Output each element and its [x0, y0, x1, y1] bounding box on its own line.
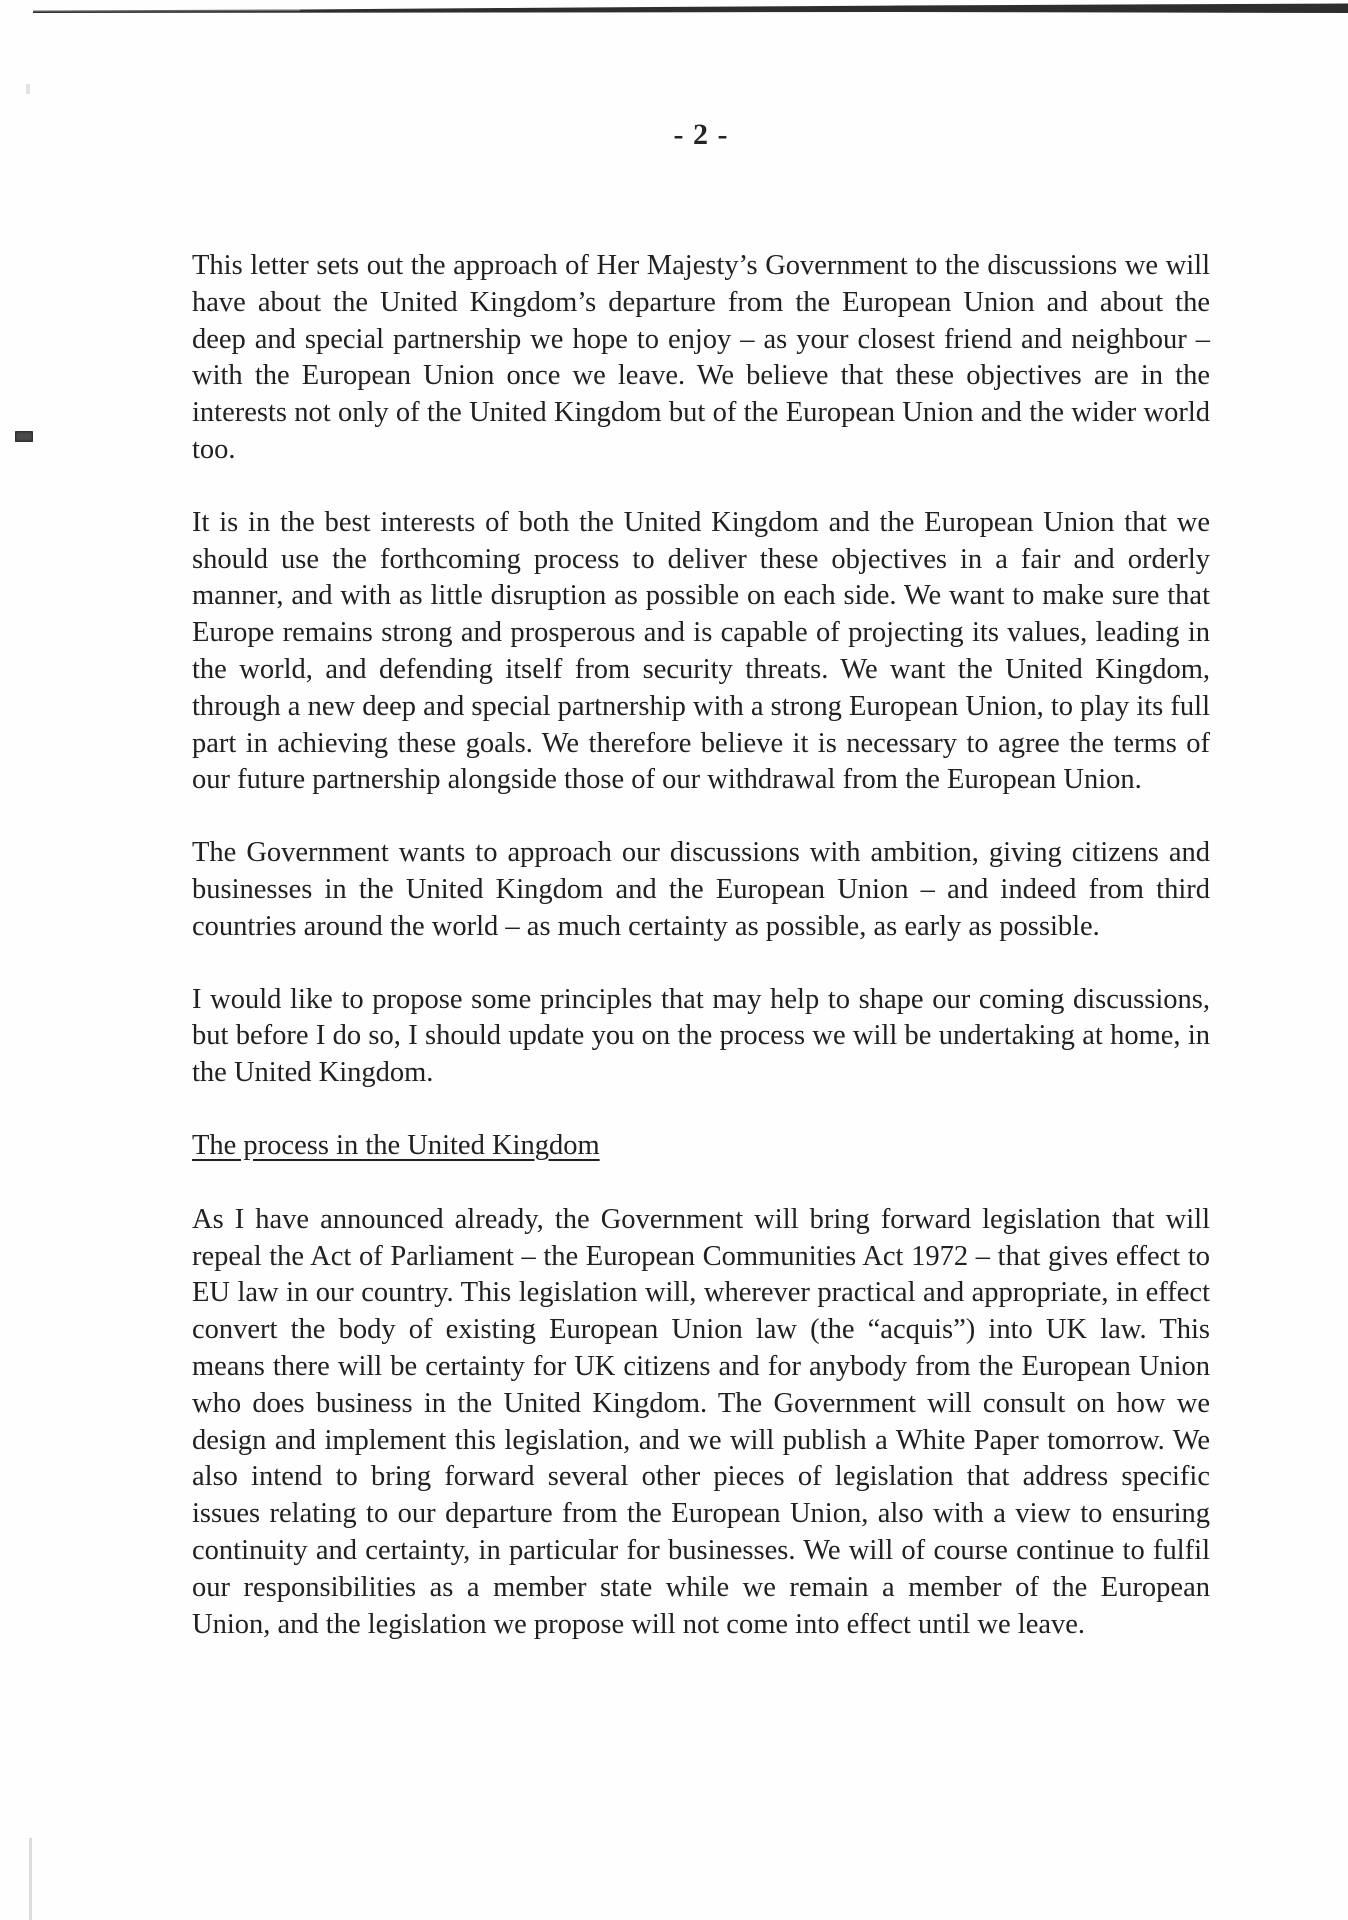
page-number: - 2 -	[673, 118, 729, 151]
paragraph-best-interests: It is in the best interests of both the United Kingdom and the European Union that we should use the forthcoming process to deliver these objectives in a fair and orderly manner, and with as little disruption as possible on each side. We want to make sure that Europe remains strong and prosperous and is capable of projecting its values, leading in the world, and defending itself from security threats. We want the United Kingdom, through a new deep and special partnership with a strong European Union, to play its full part in achieving these goals. We therefore believe it is necessary to agree the terms of our future partnership alongside those of our withdrawal from the European Union.	[192, 506, 1210, 796]
paragraph-principles: I would like to propose some principles that may help to shape our coming discussions, but before I do so, I should update you on the process we will be undertaking at home, in the United Kingdom.	[192, 983, 1210, 1089]
paragraph-approach: This letter sets out the approach of Her Majesty’s Government to the discussions we will have about the United Kingdom’s departure from the European Union and about the deep and special partnership we hope to enjoy – as your closest friend and neighbour – with the European Union once we leave. We believe that these objectives are in the interests not only of the United Kingdom but of the European Union and the wider world too.	[192, 250, 1210, 465]
section-heading: The process in the United Kingdom	[192, 1129, 600, 1161]
binder-hole-mark	[15, 431, 33, 442]
scan-top-edge-line	[0, 0, 1348, 22]
scan-left-edge-mark	[29, 1838, 32, 1920]
paragraph-uk-process: As I have announced already, the Government will bring forward legislation that will repeal the Act of Parliament – the European Communities Act 1972 – that gives effect to EU law in our country. This legislation will, wherever practical and appropriate, in effect convert the body of existing European Union law (the “acquis”) into UK law. This means there will be certainty for UK citizens and for anybody from the European Union who does business in the United Kingdom. The Government will consult on how we design and implement this legislation, and we will publish a White Paper tomorrow. We also intend to bring forward several other pieces of legislation that address specific issues relating to our departure from the European Union, also with a view to ensuring continuity and certainty, in particular for businesses. We will of course continue to fulfil our responsibilities as a member state while we remain a member of the European Union, and the legislation we propose will not come into effect until we leave.	[192, 1203, 1210, 1640]
letter-body	[192, 248, 1210, 1679]
paragraph-certainty: The Government wants to approach our discussions with ambition, giving citizens and businesses in the United Kingdom and the European Union – and indeed from third countries around the world – as much certainty as possible, as early as possible.	[192, 837, 1210, 942]
scan-smudge-mark	[26, 84, 30, 94]
